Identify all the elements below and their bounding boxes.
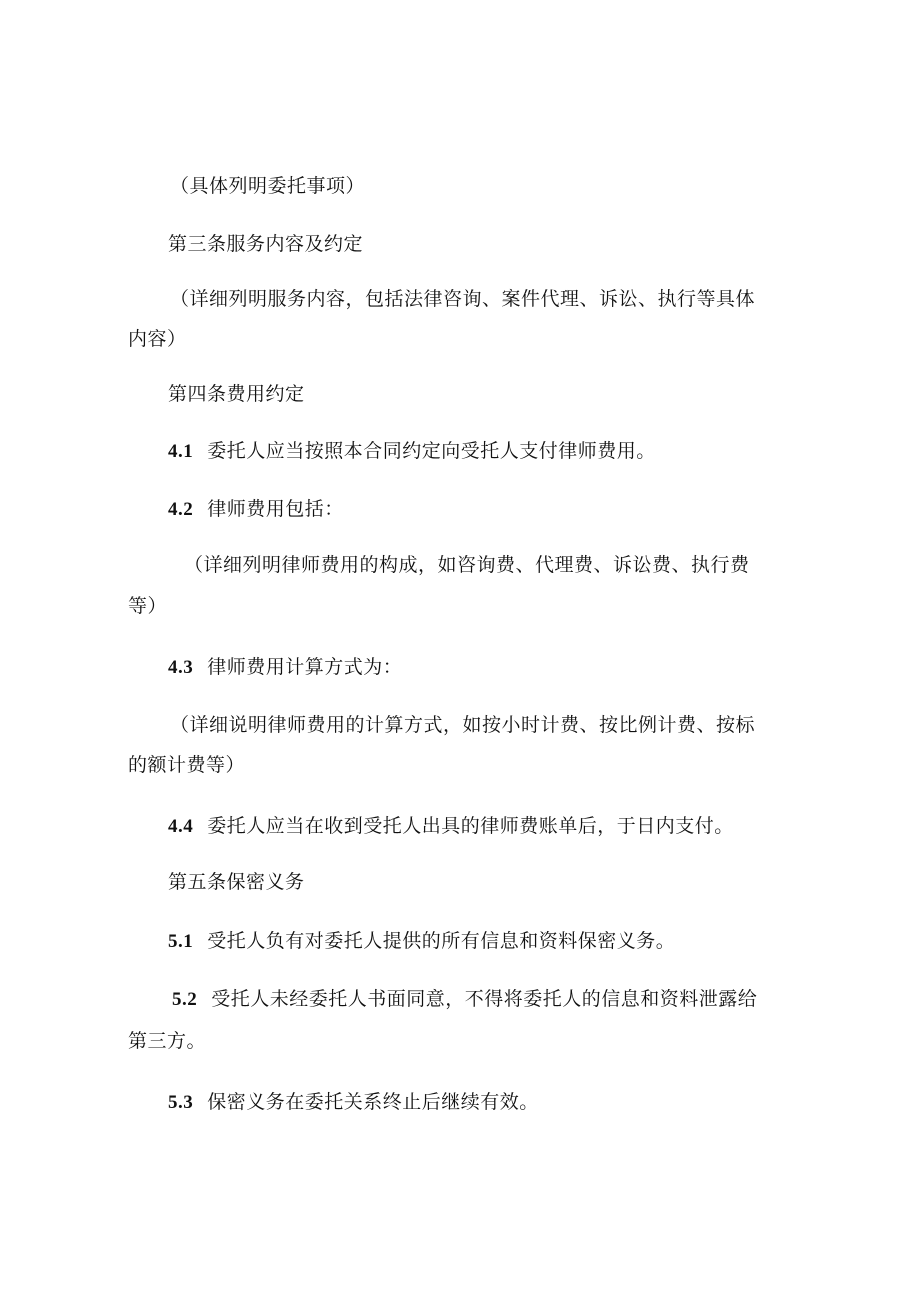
clause-text: 委托人应当按照本合同约定向受托人支付律师费用。 (207, 440, 656, 462)
clause-text: 委托人应当在收到受托人出具的律师费账单后，于日内支付。 (207, 815, 734, 837)
clause-4-4 (168, 814, 734, 839)
clause-number: 5.2 (172, 989, 198, 1010)
clause-4-2 (168, 497, 344, 522)
heading-article-4: 第四条费用约定 (168, 383, 305, 405)
paragraph-service-content-line-2: 内容） (128, 328, 187, 350)
clause-number: 4.2 (168, 499, 194, 520)
clause-4-3 (168, 655, 402, 680)
clause-text: 保密义务在委托关系终止后继续有效。 (207, 1091, 539, 1113)
clause-number: 5.3 (168, 1092, 194, 1113)
clause-text: 受托人未经委托人书面同意，不得将委托人的信息和资料泄露给 (211, 988, 758, 1010)
clause-number: 4.3 (168, 657, 194, 678)
clause-5-3 (168, 1090, 539, 1115)
clause-number: 4.1 (168, 441, 194, 462)
paragraph-service-content-line-1: （详细列明服务内容，包括法律咨询、案件代理、诉讼、执行等具体 (170, 288, 756, 310)
clause-number: 5.1 (168, 931, 194, 952)
clause-text: 受托人负有对委托人提供的所有信息和资料保密义务。 (207, 930, 676, 952)
paragraph-fee-composition-line-2: 等） (128, 595, 168, 617)
paragraph-fee-calculation-line-1: （详细说明律师费用的计算方式，如按小时计费、按比例计费、按标 (170, 714, 756, 736)
clause-5-2-line-2: 第三方。 (128, 1030, 207, 1052)
clause-4-1 (168, 439, 656, 464)
clause-text: 律师费用包括： (207, 498, 344, 520)
paragraph-fee-composition-line-1: （详细列明律师费用的构成，如咨询费、代理费、诉讼费、执行费 (184, 554, 750, 576)
paragraph-entrusted-matters: （具体列明委托事项） (170, 175, 366, 197)
clause-5-1 (168, 929, 675, 954)
clause-text: 律师费用计算方式为： (207, 656, 403, 678)
heading-article-3: 第三条服务内容及约定 (168, 233, 364, 255)
clause-5-2-line-1 (172, 987, 757, 1012)
heading-article-5: 第五条保密义务 (168, 871, 305, 893)
paragraph-fee-calculation-line-2: 的额计费等） (128, 754, 246, 776)
clause-number: 4.4 (168, 816, 194, 837)
